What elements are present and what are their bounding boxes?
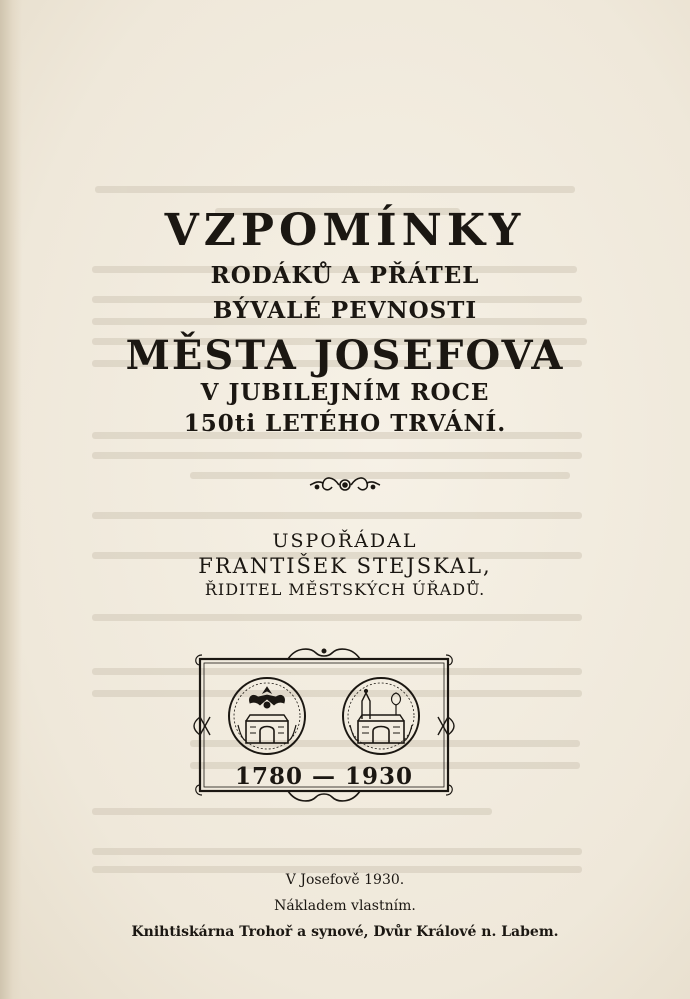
place-date: V Josefově 1930.	[285, 872, 405, 888]
printer-imprint: Knihtiskárna Trohoř a synové, Dvůr Králové n. Labem.	[131, 924, 559, 940]
title-main: VZPOMÍNKY	[164, 205, 526, 256]
title-city: MĚSTA JOSEFOVA	[125, 332, 565, 379]
fortress-gate-seal-icon	[340, 675, 422, 757]
title-line-former-fortress: BÝVALÉ PEVNOSTI	[212, 297, 478, 324]
publisher-note: Nákladem vlastním.	[274, 898, 416, 914]
organizer-label: USPOŘÁDAL	[272, 530, 418, 552]
year-range: 1780 — 1930	[234, 763, 414, 790]
flourish-ornament-icon	[0, 472, 690, 502]
title-line-natives-friends: RODÁKŮ A PŘÁTEL	[210, 262, 480, 289]
title-line-anniversary: 150ti LETÉHO TRVÁNÍ.	[183, 410, 507, 437]
organizer-name: FRANTIŠEK STEJSKAL,	[198, 554, 492, 578]
title-line-jubilee-year: V JUBILEJNÍM ROCE	[200, 379, 490, 406]
emblem-frame	[192, 645, 456, 805]
double-eagle-seal-icon	[226, 675, 308, 757]
organizer-role: ŘIDITEL MĚSTSKÝCH ÚŘADŮ.	[204, 580, 486, 599]
show-through-heading	[0, 92, 690, 160]
